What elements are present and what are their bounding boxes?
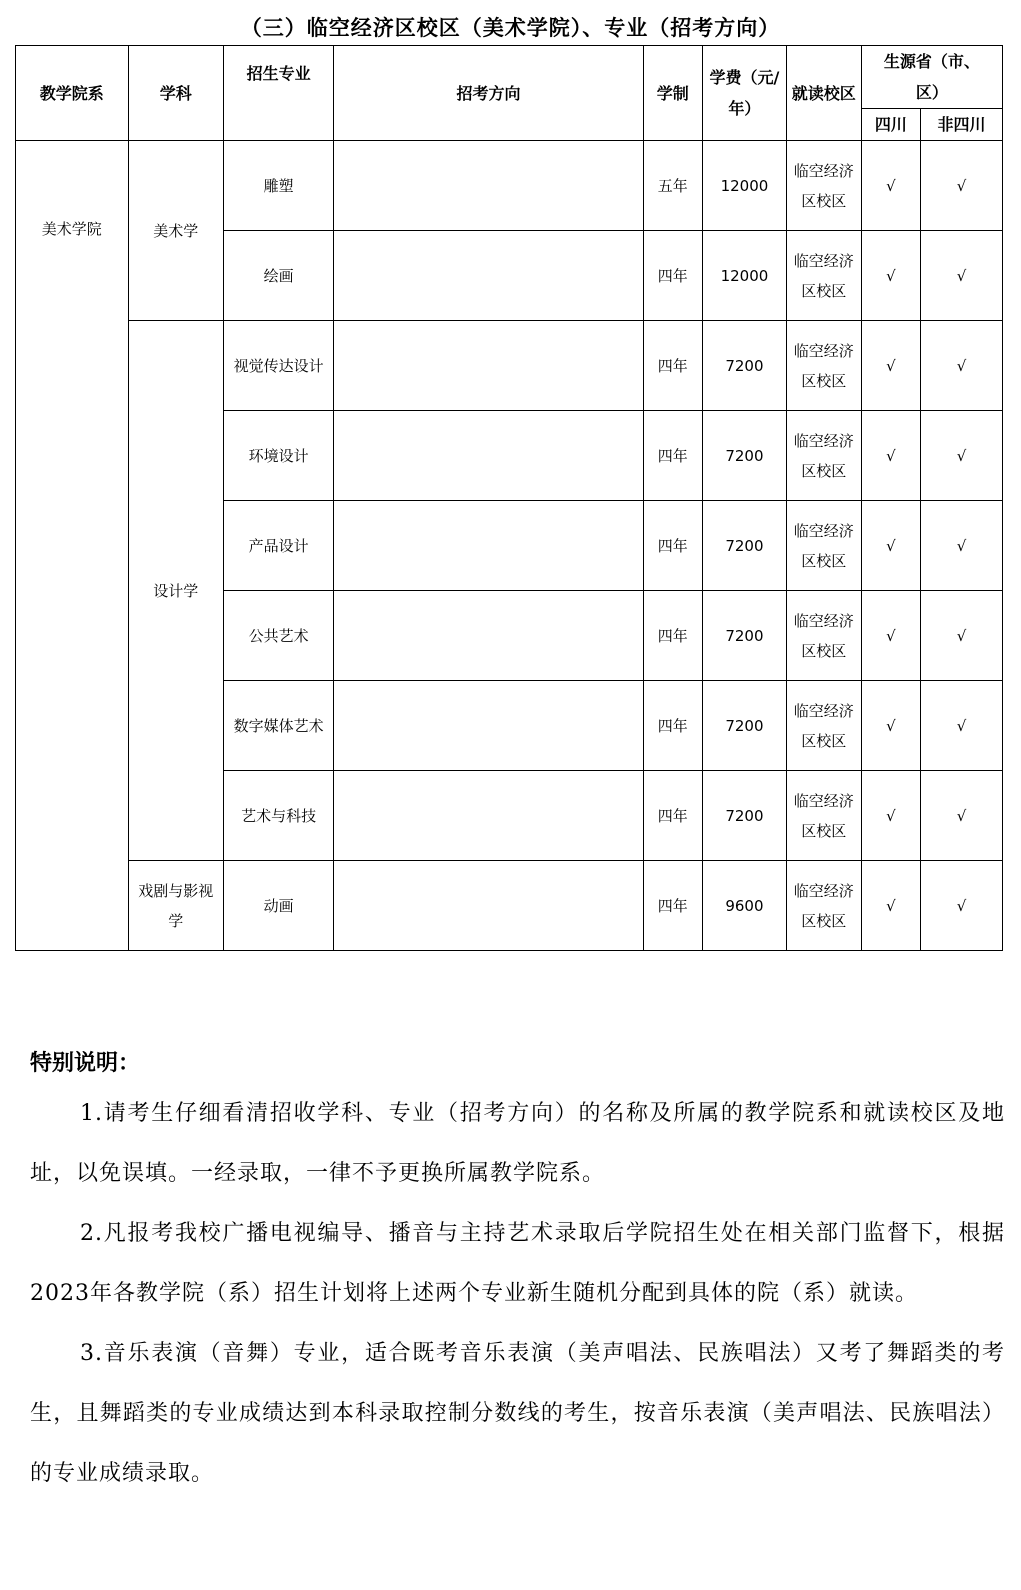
header-non-sichuan: 非四川 xyxy=(921,109,1003,141)
header-campus: 就读校区 xyxy=(786,46,861,141)
non-sichuan-check: √ xyxy=(921,591,1003,681)
non-sichuan-check: √ xyxy=(921,771,1003,861)
duration-cell: 四年 xyxy=(643,681,702,771)
header-discipline: 学科 xyxy=(128,46,223,141)
campus-cell: 临空经济区校区 xyxy=(786,231,861,321)
sichuan-check: √ xyxy=(861,501,920,591)
direction-cell xyxy=(334,141,643,231)
duration-cell: 五年 xyxy=(643,141,702,231)
page-title: （三）临空经济区校区（美术学院）、专业（招考方向） xyxy=(240,16,781,40)
sichuan-check: √ xyxy=(861,861,920,951)
campus-cell: 临空经济区校区 xyxy=(786,681,861,771)
table-row xyxy=(16,861,1003,951)
major-cell: 环境设计 xyxy=(223,411,334,501)
special-notes xyxy=(30,1044,1005,1504)
sichuan-check: √ xyxy=(861,411,920,501)
campus-cell: 临空经济区校区 xyxy=(786,591,861,681)
note-item: 1.请考生仔细看清招收学科、专业（招考方向）的名称及所属的教学院系和就读校区及地址，以免误填。一经录取，一律不予更换所属教学院系。 xyxy=(30,1101,1005,1186)
non-sichuan-check: √ xyxy=(921,861,1003,951)
direction-cell xyxy=(334,861,643,951)
header-department: 教学院系 xyxy=(16,46,129,141)
duration-cell: 四年 xyxy=(643,321,702,411)
discipline-cell: 美术学 xyxy=(128,141,223,321)
sichuan-check: √ xyxy=(861,141,920,231)
duration-cell: 四年 xyxy=(643,771,702,861)
campus-cell: 临空经济区校区 xyxy=(786,501,861,591)
direction-cell xyxy=(334,771,643,861)
non-sichuan-check: √ xyxy=(921,501,1003,591)
duration-cell: 四年 xyxy=(643,591,702,681)
notes-heading: 特别说明： xyxy=(30,1051,141,1076)
major-cell: 公共艺术 xyxy=(223,591,334,681)
fee-cell: 7200 xyxy=(702,591,786,681)
sichuan-check: √ xyxy=(861,591,920,681)
sichuan-check: √ xyxy=(861,231,920,321)
fee-cell: 12000 xyxy=(702,231,786,321)
fee-cell: 7200 xyxy=(702,771,786,861)
direction-cell xyxy=(334,501,643,591)
discipline-cell: 设计学 xyxy=(128,321,223,861)
non-sichuan-check: √ xyxy=(921,321,1003,411)
direction-cell xyxy=(334,231,643,321)
duration-cell: 四年 xyxy=(643,411,702,501)
note-item: 2.凡报考我校广播电视编导、播音与主持艺术录取后学院招生处在相关部门监督下，根据2023年各教学院（系）招生计划将上述两个专业新生随机分配到具体的院（系）就读。 xyxy=(30,1221,1005,1306)
campus-cell: 临空经济区校区 xyxy=(786,771,861,861)
sichuan-check: √ xyxy=(861,681,920,771)
discipline-cell: 戏剧与影视学 xyxy=(128,861,223,951)
major-cell: 艺术与科技 xyxy=(223,771,334,861)
major-cell: 产品设计 xyxy=(223,501,334,591)
fee-cell: 12000 xyxy=(702,141,786,231)
duration-cell: 四年 xyxy=(643,861,702,951)
major-cell: 动画 xyxy=(223,861,334,951)
header-source: 生源省（市、区） xyxy=(861,46,1002,109)
direction-cell xyxy=(334,411,643,501)
direction-cell xyxy=(334,681,643,771)
major-cell: 视觉传达设计 xyxy=(223,321,334,411)
table-row xyxy=(16,321,1003,411)
fee-cell: 7200 xyxy=(702,321,786,411)
major-cell: 绘画 xyxy=(223,231,334,321)
fee-cell: 7200 xyxy=(702,681,786,771)
campus-cell: 临空经济区校区 xyxy=(786,141,861,231)
direction-cell xyxy=(334,321,643,411)
major-cell: 雕塑 xyxy=(223,141,334,231)
campus-cell: 临空经济区校区 xyxy=(786,861,861,951)
header-major: 招生专业 xyxy=(223,46,334,141)
non-sichuan-check: √ xyxy=(921,411,1003,501)
fee-cell: 7200 xyxy=(702,501,786,591)
department-cell: 美术学院 xyxy=(16,141,129,951)
header-fee: 学费（元/年） xyxy=(702,46,786,141)
sichuan-check: √ xyxy=(861,321,920,411)
fee-cell: 7200 xyxy=(702,411,786,501)
header-duration: 学制 xyxy=(643,46,702,141)
duration-cell: 四年 xyxy=(643,231,702,321)
header-sichuan: 四川 xyxy=(861,109,920,141)
duration-cell: 四年 xyxy=(643,501,702,591)
non-sichuan-check: √ xyxy=(921,231,1003,321)
campus-cell: 临空经济区校区 xyxy=(786,411,861,501)
sichuan-check: √ xyxy=(861,771,920,861)
non-sichuan-check: √ xyxy=(921,681,1003,771)
fee-cell: 9600 xyxy=(702,861,786,951)
admission-table xyxy=(15,45,1003,951)
major-cell: 数字媒体艺术 xyxy=(223,681,334,771)
table-row xyxy=(16,141,1003,231)
campus-cell: 临空经济区校区 xyxy=(786,321,861,411)
note-item: 3.音乐表演（音舞）专业，适合既考音乐表演（美声唱法、民族唱法）又考了舞蹈类的考生，且舞蹈类的专业成绩达到本科录取控制分数线的考生，按音乐表演（美声唱法、民族唱法）的专业成绩录取。 xyxy=(30,1341,1005,1486)
header-direction: 招考方向 xyxy=(334,46,643,141)
non-sichuan-check: √ xyxy=(921,141,1003,231)
direction-cell xyxy=(334,591,643,681)
